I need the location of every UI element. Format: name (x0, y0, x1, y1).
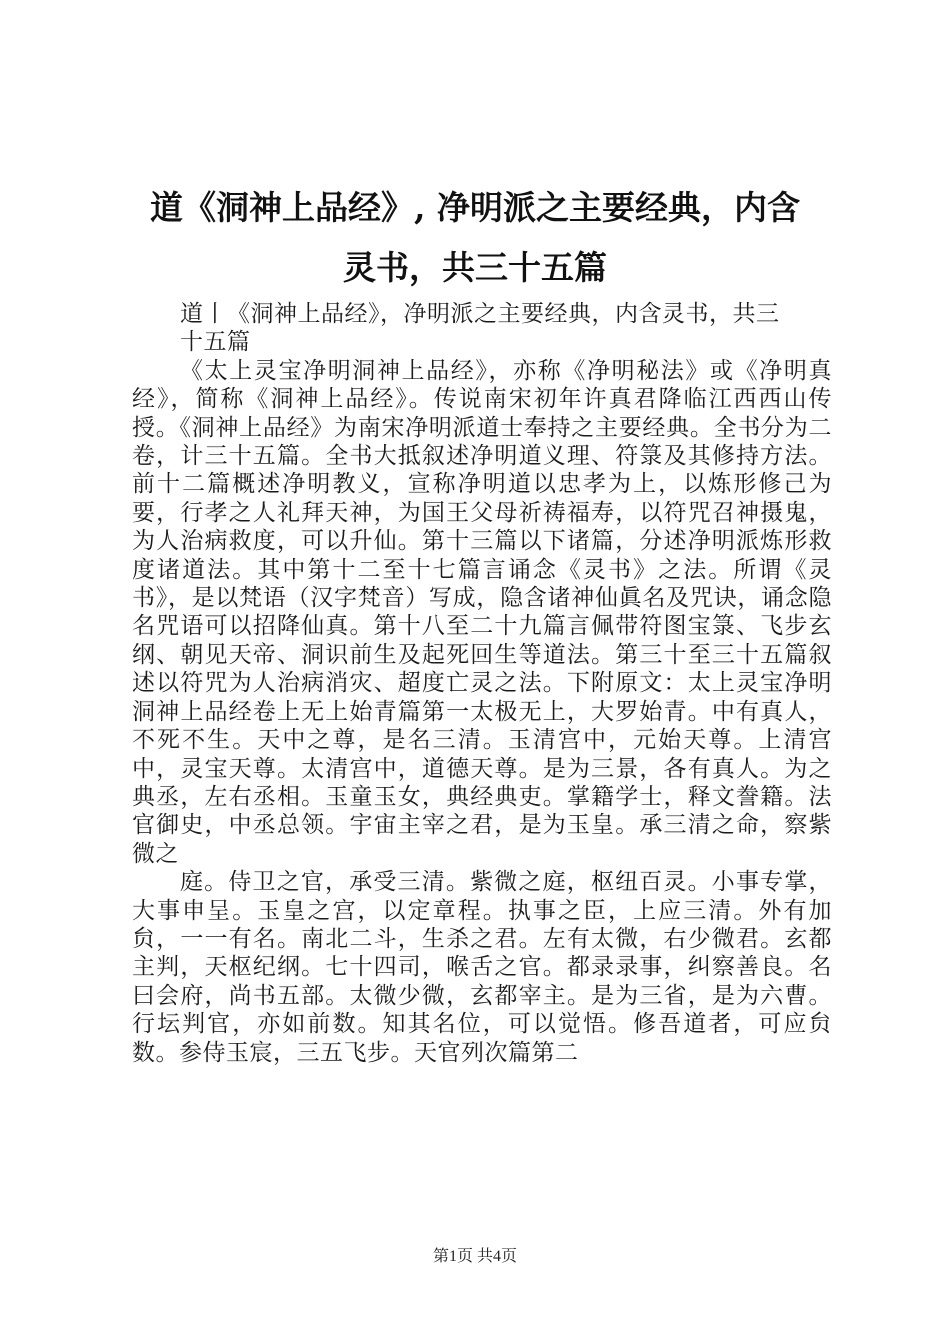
document-title-line-1: 道《洞神上品经》, 净明派之主要经典，内含 (150, 188, 800, 227)
paragraph-heading-continued: 十五篇 (180, 329, 251, 356)
page-number-footer: 第1页 共4页 (432, 1248, 517, 1265)
paragraph-heading-repeat: 道丨《洞神上品经》，净明派之主要经典，内含灵书，共三 (180, 301, 780, 327)
paragraph-main-text: 《太上灵宝净明洞神上品经》，亦称《净明秘法》或《净明真经》，简称《洞神上品经》。传说南宋初年许真君降临江西西山传授。《洞神上品经》为南宋净明派道士奉持之主要经典。全书分为二卷，计三十五篇。全书大抵叙述净明道义理、符箓及其修持方法。前十二篇概述净明教义，宣称净明道以忠孝为上，以炼形修己为要，行孝之人礼拜天神，为国王父母祈祷福寿，以符咒召神摄鬼，为人治病救度，可以升仙。第十三篇以下诸篇，分述净明派炼形救度诸道法。其中第十二至十七篇言诵念《灵书》之法。所谓《灵书》，是以梵语（汉字梵音）写成，隐含诸神仙眞名及咒诀，诵念隐名咒语可以招降仙真。第十八至二十九篇言佩带符图宝箓、飞步玄纲、朝见天帝、洞识前生及起死回生等道法。第三十至三十五篇叙述以符咒为人治病消灾、超度亡灵之法。下附原文：太上灵宝净明洞神上品经卷上无上始青篇第一太极无上，大罗始青。中有真人，不死不生。天中之尊，是名三清。玉清宫中，元始天尊。上清宫中，灵宝天尊。太清宫中，道德天尊。是为三景，各有真人。为之典丞，左右丞相。玉童玉女，典经典吏。掌籍学士，释文誊籍。法官御史，中丞总领。宇宙主宰之君，是为玉皇。承三清之命，察紫微之 (132, 357, 832, 867)
document-body (132, 300, 832, 1067)
document-title-line-2: 灵书，共三十五篇 (343, 248, 607, 287)
paragraph-continuation: 庭。侍卫之官，承受三清。紫微之庭，枢纽百灵。小事专掌，大事申呈。玉皇之宫，以定章程。执事之臣，上应三清。外有加贠，一一有名。南北二斗，生杀之君。左有太微，右少微君。玄都主判，天枢纪纲。七十四司，喉舌之官。都录录事，纠察善良。名曰会府，尚书五部。太微少微，玄都宰主。是为三省，是为六曹。行坛判官，亦如前数。知其名位，可以觉悟。修吾道者，可应贠数。参侍玉宸，三五飞步。天官列次篇第二 (132, 869, 832, 1066)
